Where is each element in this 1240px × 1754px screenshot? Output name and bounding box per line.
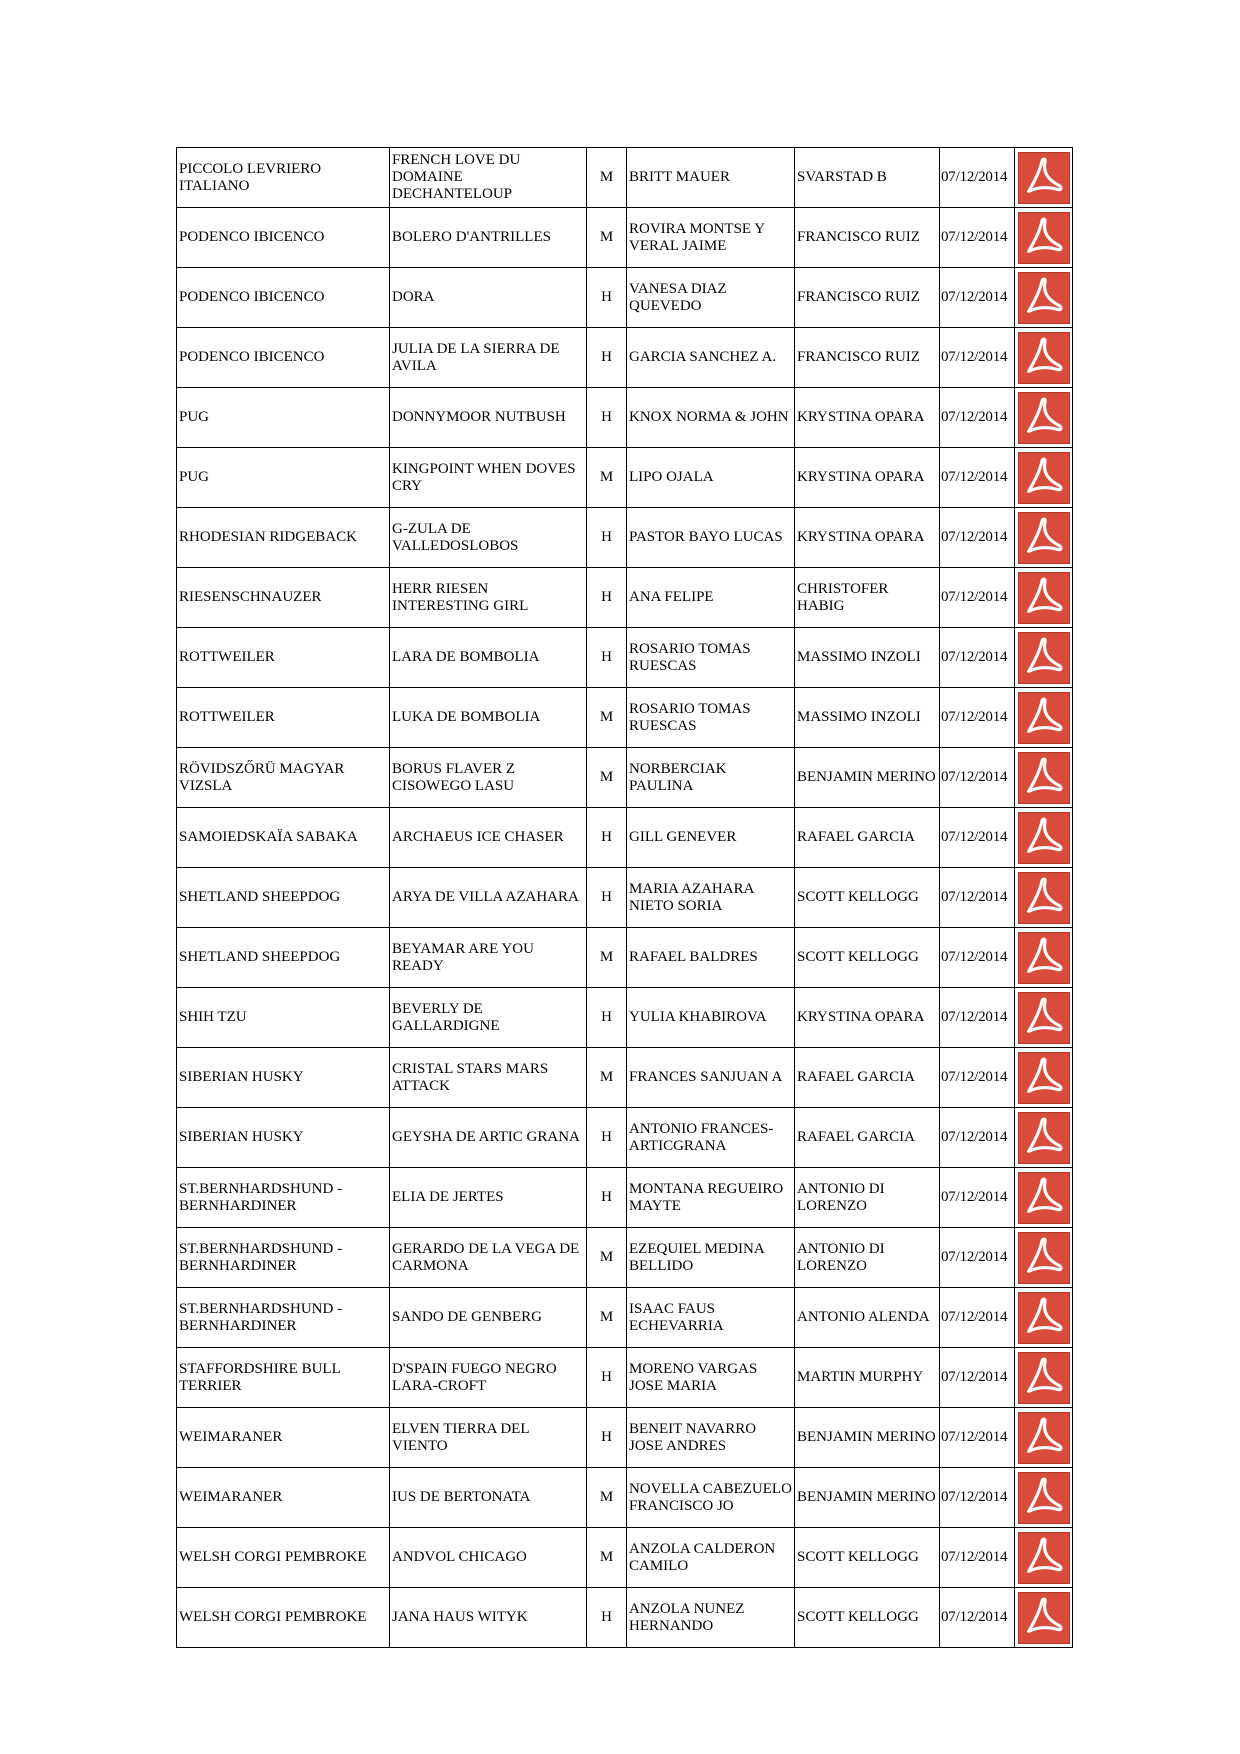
- adobe-pdf-icon: [1019, 1533, 1069, 1581]
- sex-cell: H: [587, 628, 627, 688]
- date-cell: 07/12/2014: [940, 208, 1015, 268]
- sex-cell: M: [587, 748, 627, 808]
- date-cell: 07/12/2014: [940, 388, 1015, 448]
- owner-cell: KNOX NORMA & JOHN: [627, 388, 795, 448]
- pdf-cell: [1015, 808, 1073, 868]
- sex-cell: H: [587, 328, 627, 388]
- adobe-pdf-icon: [1019, 213, 1069, 261]
- sex-cell: H: [587, 268, 627, 328]
- table-row: [177, 1288, 1073, 1348]
- pdf-cell: [1015, 628, 1073, 688]
- adobe-pdf-icon: [1019, 1593, 1069, 1641]
- sex-cell: H: [587, 1168, 627, 1228]
- breed-cell: RÖVIDSZŐRÜ MAGYAR VIZSLA: [177, 748, 390, 808]
- adobe-pdf-icon: [1019, 1113, 1069, 1161]
- date-cell: 07/12/2014: [940, 1108, 1015, 1168]
- owner-cell: BENEIT NAVARRO JOSE ANDRES: [627, 1408, 795, 1468]
- adobe-pdf-icon: [1019, 873, 1069, 921]
- judge-cell: FRANCISCO RUIZ: [795, 328, 940, 388]
- date-cell: 07/12/2014: [940, 808, 1015, 868]
- results-table: [176, 147, 1073, 1648]
- owner-cell: NOVELLA CABEZUELO FRANCISCO JO: [627, 1468, 795, 1528]
- judge-cell: SCOTT KELLOGG: [795, 1588, 940, 1648]
- breed-cell: ST.BERNHARDSHUND - BERNHARDINER: [177, 1168, 390, 1228]
- pdf-cell: [1015, 388, 1073, 448]
- sex-cell: M: [587, 1228, 627, 1288]
- dog-name-cell: JANA HAUS WITYK: [390, 1588, 587, 1648]
- pdf-cell: [1015, 1228, 1073, 1288]
- breed-cell: SHETLAND SHEEPDOG: [177, 928, 390, 988]
- adobe-pdf-icon: [1019, 1053, 1069, 1101]
- breed-cell: SHIH TZU: [177, 988, 390, 1048]
- dog-name-cell: SANDO DE GENBERG: [390, 1288, 587, 1348]
- adobe-pdf-icon: [1019, 1413, 1069, 1461]
- judge-cell: ANTONIO DI LORENZO: [795, 1168, 940, 1228]
- judge-cell: BENJAMIN MERINO: [795, 1408, 940, 1468]
- adobe-pdf-icon: [1019, 1173, 1069, 1221]
- table-row: [177, 148, 1073, 208]
- pdf-cell: [1015, 568, 1073, 628]
- judge-cell: RAFAEL GARCIA: [795, 808, 940, 868]
- table-row: [177, 388, 1073, 448]
- pdf-cell: [1015, 1288, 1073, 1348]
- table-row: [177, 268, 1073, 328]
- judge-cell: SCOTT KELLOGG: [795, 928, 940, 988]
- judge-cell: KRYSTINA OPARA: [795, 988, 940, 1048]
- adobe-pdf-icon: [1019, 633, 1069, 681]
- dog-name-cell: BEYAMAR ARE YOU READY: [390, 928, 587, 988]
- table-row: [177, 1468, 1073, 1528]
- sex-cell: H: [587, 1588, 627, 1648]
- sex-cell: H: [587, 1348, 627, 1408]
- pdf-cell: [1015, 1528, 1073, 1588]
- owner-cell: MONTANA REGUEIRO MAYTE: [627, 1168, 795, 1228]
- judge-cell: CHRISTOFER HABIG: [795, 568, 940, 628]
- owner-cell: ANZOLA CALDERON CAMILO: [627, 1528, 795, 1588]
- judge-cell: FRANCISCO RUIZ: [795, 268, 940, 328]
- sex-cell: M: [587, 1468, 627, 1528]
- date-cell: 07/12/2014: [940, 1048, 1015, 1108]
- pdf-download-button[interactable]: [1018, 512, 1070, 564]
- date-cell: 07/12/2014: [940, 688, 1015, 748]
- table-row: [177, 868, 1073, 928]
- adobe-pdf-icon: [1019, 333, 1069, 381]
- owner-cell: MARIA AZAHARA NIETO SORIA: [627, 868, 795, 928]
- adobe-pdf-icon: [1019, 453, 1069, 501]
- pdf-download-button[interactable]: [1018, 152, 1070, 204]
- pdf-cell: [1015, 988, 1073, 1048]
- adobe-pdf-icon: [1019, 813, 1069, 861]
- pdf-download-button[interactable]: [1018, 992, 1070, 1044]
- table-row: [177, 508, 1073, 568]
- pdf-download-button[interactable]: [1018, 1052, 1070, 1104]
- dog-name-cell: KINGPOINT WHEN DOVES CRY: [390, 448, 587, 508]
- breed-cell: PODENCO IBICENCO: [177, 268, 390, 328]
- table-row: [177, 448, 1073, 508]
- pdf-cell: [1015, 928, 1073, 988]
- owner-cell: YULIA KHABIROVA: [627, 988, 795, 1048]
- table-row: [177, 1528, 1073, 1588]
- dog-name-cell: ARYA DE VILLA AZAHARA: [390, 868, 587, 928]
- table-row: [177, 928, 1073, 988]
- owner-cell: EZEQUIEL MEDINA BELLIDO: [627, 1228, 795, 1288]
- adobe-pdf-icon: [1019, 1233, 1069, 1281]
- owner-cell: ANTONIO FRANCES-ARTICGRANA: [627, 1108, 795, 1168]
- dog-name-cell: BEVERLY DE GALLARDIGNE: [390, 988, 587, 1048]
- breed-cell: SAMOIEDSKAÏA SABAKA: [177, 808, 390, 868]
- owner-cell: ROVIRA MONTSE Y VERAL JAIME: [627, 208, 795, 268]
- sex-cell: H: [587, 1408, 627, 1468]
- sex-cell: H: [587, 388, 627, 448]
- date-cell: 07/12/2014: [940, 268, 1015, 328]
- dog-name-cell: BORUS FLAVER Z CISOWEGO LASU: [390, 748, 587, 808]
- judge-cell: BENJAMIN MERINO: [795, 1468, 940, 1528]
- table-row: [177, 208, 1073, 268]
- judge-cell: ANTONIO ALENDA: [795, 1288, 940, 1348]
- dog-name-cell: GEYSHA DE ARTIC GRANA: [390, 1108, 587, 1168]
- breed-cell: ST.BERNHARDSHUND - BERNHARDINER: [177, 1228, 390, 1288]
- pdf-download-button[interactable]: [1018, 1592, 1070, 1644]
- judge-cell: MARTIN MURPHY: [795, 1348, 940, 1408]
- adobe-pdf-icon: [1019, 753, 1069, 801]
- judge-cell: MASSIMO INZOLI: [795, 688, 940, 748]
- judge-cell: SCOTT KELLOGG: [795, 1528, 940, 1588]
- pdf-cell: [1015, 1468, 1073, 1528]
- judge-cell: BENJAMIN MERINO: [795, 748, 940, 808]
- sex-cell: M: [587, 448, 627, 508]
- pdf-download-button[interactable]: [1018, 272, 1070, 324]
- date-cell: 07/12/2014: [940, 448, 1015, 508]
- pdf-download-button[interactable]: [1018, 1412, 1070, 1464]
- table-row: [177, 628, 1073, 688]
- pdf-download-button[interactable]: [1018, 1172, 1070, 1224]
- sex-cell: H: [587, 988, 627, 1048]
- judge-cell: KRYSTINA OPARA: [795, 448, 940, 508]
- pdf-download-button[interactable]: [1018, 332, 1070, 384]
- table-row: [177, 1228, 1073, 1288]
- sex-cell: M: [587, 688, 627, 748]
- table-row: [177, 1108, 1073, 1168]
- dog-name-cell: DONNYMOOR NUTBUSH: [390, 388, 587, 448]
- owner-cell: ISAAC FAUS ECHEVARRIA: [627, 1288, 795, 1348]
- judge-cell: SVARSTAD B: [795, 148, 940, 208]
- dog-name-cell: ANDVOL CHICAGO: [390, 1528, 587, 1588]
- pdf-download-button[interactable]: [1018, 1472, 1070, 1524]
- date-cell: 07/12/2014: [940, 1348, 1015, 1408]
- adobe-pdf-icon: [1019, 393, 1069, 441]
- dog-name-cell: LARA DE BOMBOLIA: [390, 628, 587, 688]
- owner-cell: ANA FELIPE: [627, 568, 795, 628]
- owner-cell: LIPO OJALA: [627, 448, 795, 508]
- dog-name-cell: GERARDO DE LA VEGA DE CARMONA: [390, 1228, 587, 1288]
- pdf-cell: [1015, 268, 1073, 328]
- dog-name-cell: BOLERO D'ANTRILLES: [390, 208, 587, 268]
- pdf-cell: [1015, 688, 1073, 748]
- table-row: [177, 1348, 1073, 1408]
- sex-cell: H: [587, 1108, 627, 1168]
- adobe-pdf-icon: [1019, 1353, 1069, 1401]
- sex-cell: M: [587, 148, 627, 208]
- sex-cell: M: [587, 208, 627, 268]
- owner-cell: ANZOLA NUNEZ HERNANDO: [627, 1588, 795, 1648]
- date-cell: 07/12/2014: [940, 148, 1015, 208]
- sex-cell: M: [587, 1528, 627, 1588]
- breed-cell: ROTTWEILER: [177, 688, 390, 748]
- table-row: [177, 1168, 1073, 1228]
- breed-cell: PUG: [177, 388, 390, 448]
- date-cell: 07/12/2014: [940, 1468, 1015, 1528]
- pdf-download-button[interactable]: [1018, 1112, 1070, 1164]
- date-cell: 07/12/2014: [940, 328, 1015, 388]
- pdf-download-button[interactable]: [1018, 872, 1070, 924]
- date-cell: 07/12/2014: [940, 1528, 1015, 1588]
- dog-name-cell: ELVEN TIERRA DEL VIENTO: [390, 1408, 587, 1468]
- adobe-pdf-icon: [1019, 1293, 1069, 1341]
- dog-name-cell: DORA: [390, 268, 587, 328]
- breed-cell: SIBERIAN HUSKY: [177, 1048, 390, 1108]
- pdf-cell: [1015, 148, 1073, 208]
- table-row: [177, 1408, 1073, 1468]
- pdf-download-button[interactable]: [1018, 692, 1070, 744]
- pdf-cell: [1015, 1168, 1073, 1228]
- sex-cell: H: [587, 868, 627, 928]
- pdf-cell: [1015, 1048, 1073, 1108]
- pdf-download-button[interactable]: [1018, 812, 1070, 864]
- breed-cell: ST.BERNHARDSHUND - BERNHARDINER: [177, 1288, 390, 1348]
- dog-name-cell: IUS DE BERTONATA: [390, 1468, 587, 1528]
- pdf-cell: [1015, 1348, 1073, 1408]
- pdf-cell: [1015, 868, 1073, 928]
- table-row: [177, 688, 1073, 748]
- dog-name-cell: LUKA DE BOMBOLIA: [390, 688, 587, 748]
- date-cell: 07/12/2014: [940, 1588, 1015, 1648]
- date-cell: 07/12/2014: [940, 1288, 1015, 1348]
- pdf-cell: [1015, 508, 1073, 568]
- date-cell: 07/12/2014: [940, 868, 1015, 928]
- dog-name-cell: CRISTAL STARS MARS ATTACK: [390, 1048, 587, 1108]
- adobe-pdf-icon: [1019, 153, 1069, 201]
- breed-cell: WEIMARANER: [177, 1408, 390, 1468]
- pdf-download-button[interactable]: [1018, 212, 1070, 264]
- pdf-download-button[interactable]: [1018, 1232, 1070, 1284]
- breed-cell: WELSH CORGI PEMBROKE: [177, 1528, 390, 1588]
- sex-cell: H: [587, 568, 627, 628]
- sex-cell: M: [587, 1288, 627, 1348]
- breed-cell: PUG: [177, 448, 390, 508]
- judge-cell: ANTONIO DI LORENZO: [795, 1228, 940, 1288]
- pdf-download-button[interactable]: [1018, 1292, 1070, 1344]
- date-cell: 07/12/2014: [940, 1168, 1015, 1228]
- breed-cell: PODENCO IBICENCO: [177, 208, 390, 268]
- adobe-pdf-icon: [1019, 1473, 1069, 1521]
- owner-cell: GILL GENEVER: [627, 808, 795, 868]
- pdf-download-button[interactable]: [1018, 932, 1070, 984]
- breed-cell: RIESENSCHNAUZER: [177, 568, 390, 628]
- judge-cell: FRANCISCO RUIZ: [795, 208, 940, 268]
- owner-cell: FRANCES SANJUAN A: [627, 1048, 795, 1108]
- owner-cell: RAFAEL BALDRES: [627, 928, 795, 988]
- pdf-cell: [1015, 328, 1073, 388]
- breed-cell: SHETLAND SHEEPDOG: [177, 868, 390, 928]
- date-cell: 07/12/2014: [940, 628, 1015, 688]
- pdf-download-button[interactable]: [1018, 1532, 1070, 1584]
- breed-cell: SIBERIAN HUSKY: [177, 1108, 390, 1168]
- breed-cell: PODENCO IBICENCO: [177, 328, 390, 388]
- owner-cell: ROSARIO TOMAS RUESCAS: [627, 628, 795, 688]
- judge-cell: SCOTT KELLOGG: [795, 868, 940, 928]
- dog-name-cell: ARCHAEUS ICE CHASER: [390, 808, 587, 868]
- table-row: [177, 1588, 1073, 1648]
- judge-cell: RAFAEL GARCIA: [795, 1048, 940, 1108]
- breed-cell: WEIMARANER: [177, 1468, 390, 1528]
- judge-cell: MASSIMO INZOLI: [795, 628, 940, 688]
- pdf-cell: [1015, 208, 1073, 268]
- sex-cell: H: [587, 808, 627, 868]
- table-row: [177, 568, 1073, 628]
- pdf-cell: [1015, 1408, 1073, 1468]
- date-cell: 07/12/2014: [940, 748, 1015, 808]
- dog-name-cell: D'SPAIN FUEGO NEGRO LARA-CROFT: [390, 1348, 587, 1408]
- table-row: [177, 988, 1073, 1048]
- breed-cell: PICCOLO LEVRIERO ITALIANO: [177, 148, 390, 208]
- adobe-pdf-icon: [1019, 693, 1069, 741]
- breed-cell: ROTTWEILER: [177, 628, 390, 688]
- adobe-pdf-icon: [1019, 993, 1069, 1041]
- sex-cell: M: [587, 1048, 627, 1108]
- owner-cell: GARCIA SANCHEZ A.: [627, 328, 795, 388]
- table-row: [177, 748, 1073, 808]
- owner-cell: VANESA DIAZ QUEVEDO: [627, 268, 795, 328]
- date-cell: 07/12/2014: [940, 988, 1015, 1048]
- breed-cell: RHODESIAN RIDGEBACK: [177, 508, 390, 568]
- pdf-cell: [1015, 448, 1073, 508]
- pdf-download-button[interactable]: [1018, 752, 1070, 804]
- table-row: [177, 808, 1073, 868]
- pdf-cell: [1015, 1108, 1073, 1168]
- owner-cell: NORBERCIAK PAULINA: [627, 748, 795, 808]
- dog-name-cell: ELIA DE JERTES: [390, 1168, 587, 1228]
- dog-name-cell: JULIA DE LA SIERRA DE AVILA: [390, 328, 587, 388]
- date-cell: 07/12/2014: [940, 508, 1015, 568]
- adobe-pdf-icon: [1019, 273, 1069, 321]
- pdf-download-button[interactable]: [1018, 452, 1070, 504]
- date-cell: 07/12/2014: [940, 1228, 1015, 1288]
- table-body: [177, 148, 1073, 1648]
- judge-cell: KRYSTINA OPARA: [795, 508, 940, 568]
- judge-cell: RAFAEL GARCIA: [795, 1108, 940, 1168]
- table-row: [177, 1048, 1073, 1108]
- owner-cell: PASTOR BAYO LUCAS: [627, 508, 795, 568]
- pdf-download-button[interactable]: [1018, 392, 1070, 444]
- adobe-pdf-icon: [1019, 933, 1069, 981]
- owner-cell: ROSARIO TOMAS RUESCAS: [627, 688, 795, 748]
- adobe-pdf-icon: [1019, 513, 1069, 561]
- dog-name-cell: FRENCH LOVE DU DOMAINE DECHANTELOUP: [390, 148, 587, 208]
- pdf-download-button[interactable]: [1018, 572, 1070, 624]
- pdf-cell: [1015, 748, 1073, 808]
- dog-name-cell: HERR RIESEN INTERESTING GIRL: [390, 568, 587, 628]
- dog-name-cell: G-ZULA DE VALLEDOSLOBOS: [390, 508, 587, 568]
- breed-cell: STAFFORDSHIRE BULL TERRIER: [177, 1348, 390, 1408]
- table-row: [177, 328, 1073, 388]
- date-cell: 07/12/2014: [940, 928, 1015, 988]
- owner-cell: MORENO VARGAS JOSE MARIA: [627, 1348, 795, 1408]
- date-cell: 07/12/2014: [940, 568, 1015, 628]
- adobe-pdf-icon: [1019, 573, 1069, 621]
- judge-cell: KRYSTINA OPARA: [795, 388, 940, 448]
- pdf-download-button[interactable]: [1018, 1352, 1070, 1404]
- sex-cell: H: [587, 508, 627, 568]
- owner-cell: BRITT MAUER: [627, 148, 795, 208]
- date-cell: 07/12/2014: [940, 1408, 1015, 1468]
- sex-cell: M: [587, 928, 627, 988]
- breed-cell: WELSH CORGI PEMBROKE: [177, 1588, 390, 1648]
- pdf-download-button[interactable]: [1018, 632, 1070, 684]
- pdf-cell: [1015, 1588, 1073, 1648]
